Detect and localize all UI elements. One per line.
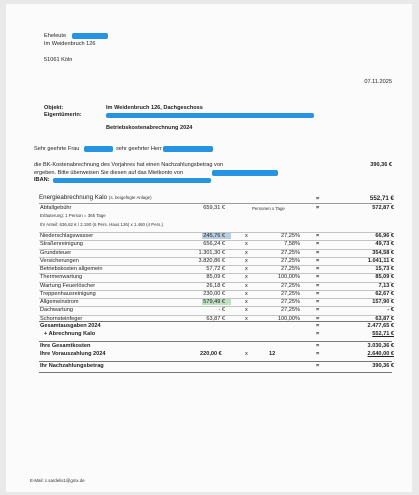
cost-multiply: x xyxy=(245,241,248,248)
cost-name: Straßenreinigung xyxy=(40,241,83,248)
plus-kalo-eq: = xyxy=(316,331,320,337)
row-divider xyxy=(39,321,392,322)
addressee-city: 51061 Köln xyxy=(44,57,73,63)
cost-share: 100,00% xyxy=(277,274,300,281)
redaction-mark xyxy=(72,33,108,39)
cost-name: Treppenhausreinigung xyxy=(40,290,96,297)
row-divider xyxy=(39,306,392,307)
cost-multiply: x xyxy=(245,233,248,239)
cost-share: 27,25% xyxy=(281,290,300,297)
total-value: 2.477,65 € xyxy=(367,323,394,329)
cost-share: 27,25% xyxy=(281,299,300,305)
cost-name: Betriebskosten allgemein xyxy=(40,266,103,272)
cost-name: Dachwartung xyxy=(40,307,73,314)
your-costs-label: Ihre Gesamtkosten xyxy=(40,343,91,349)
cost-eq: = xyxy=(316,266,320,272)
cost-multiply: x xyxy=(245,282,248,289)
row-divider xyxy=(39,203,392,204)
cost-result: 15,73 € xyxy=(375,266,394,272)
iban-label: IBAN: xyxy=(34,177,50,183)
cost-amount: 63,87 € xyxy=(206,315,225,322)
cost-eq: = xyxy=(316,241,320,248)
row-divider xyxy=(39,361,392,362)
prepayment-eq: = xyxy=(316,351,320,357)
waste-explanation-2: Ihr Anteil: 636,62 € / 2.190 (6 Pers. Haus 126) x 1.460 (4 Pers.) xyxy=(40,222,164,227)
cost-amount: 579,49 € xyxy=(203,299,225,305)
cost-share: 27,25% xyxy=(281,266,300,272)
energy-total: 552,71 € xyxy=(369,195,394,202)
owner-label: Eigentümerin: xyxy=(44,112,82,118)
redaction-mark xyxy=(53,178,211,183)
cost-name: Allgemeinstrom xyxy=(40,299,79,305)
waste-basis: Personen x Tage xyxy=(252,206,285,211)
redaction-mark xyxy=(106,113,314,118)
cost-share: 27,25% xyxy=(281,249,300,256)
cost-share: 27,25% xyxy=(281,282,300,289)
cost-result: 85,09 € xyxy=(375,274,394,281)
intro-line1: die BK-Kostenabrechnung des Vorjahres hat einen Nachzahlungsbetrag von xyxy=(34,162,224,168)
cost-amount: 85,09 € xyxy=(206,274,225,281)
cost-eq: = xyxy=(316,249,320,256)
cost-result: 7,13 € xyxy=(378,282,394,289)
cost-result: 66,96 € xyxy=(375,233,394,239)
object-value: Im Weidenbruch 126, Dachgeschoss xyxy=(106,105,203,111)
cost-result: 157,90 € xyxy=(372,299,394,305)
cost-result: 1.041,11 € xyxy=(367,257,394,264)
cost-amount: 245,76 € xyxy=(203,233,225,239)
cost-amount: 230,00 € xyxy=(203,290,225,297)
amount-due-value: 390,36 € xyxy=(372,363,394,369)
cost-amount: 656,24 € xyxy=(203,241,225,248)
cost-name: Thermenwartung xyxy=(40,274,83,281)
cost-result: 354,58 € xyxy=(372,249,394,256)
cost-name: Niederschlagswasser xyxy=(40,233,94,239)
salutation-part1: Sehr geehrte Frau xyxy=(34,146,80,152)
cost-multiply: x xyxy=(245,274,248,281)
total-eq: = xyxy=(316,323,320,329)
cost-amount: - € xyxy=(218,307,225,314)
waste-eq: = xyxy=(316,205,320,211)
prepayment-label: Ihre Vorauszahlung 2024 xyxy=(40,351,106,357)
cost-multiply: x xyxy=(245,290,248,297)
intro-amount: 390,36 € xyxy=(370,162,392,168)
salutation-part2: sehr geehrter Herr xyxy=(116,146,162,152)
energy-note: (s. beigefügte Anlage) xyxy=(108,195,152,200)
your-costs-eq: = xyxy=(316,343,320,349)
waste-explanation-1: Erläuterung: 1 Person = 365 Tage xyxy=(40,213,106,218)
your-costs-value: 3.030,36 € xyxy=(367,343,394,349)
cost-result: 49,73 € xyxy=(375,241,394,248)
cost-name: Versicherungen xyxy=(40,257,79,264)
amount-due-label: Ihr Nachzahlungsbetrag xyxy=(40,363,104,369)
cost-multiply: x xyxy=(245,299,248,305)
cost-amount: 57,72 € xyxy=(206,266,225,272)
row-divider xyxy=(39,341,392,342)
cost-multiply: x xyxy=(245,249,248,256)
cost-share: 27,25% xyxy=(281,233,300,239)
cost-eq: = xyxy=(316,274,320,281)
cost-eq: = xyxy=(316,290,320,297)
cost-share: 27,25% xyxy=(281,307,300,314)
cost-name: Wartung Feuerlöscher xyxy=(40,282,96,289)
cost-multiply: x xyxy=(245,315,248,322)
object-label: Objekt: xyxy=(44,105,64,111)
cost-multiply: x xyxy=(245,257,248,264)
cost-share: 27,25% xyxy=(281,257,300,264)
prepayment-x: x xyxy=(245,351,248,357)
cost-eq: = xyxy=(316,257,320,264)
cost-share: 7,58% xyxy=(284,241,300,248)
cost-eq: = xyxy=(316,282,320,289)
energy-row xyxy=(39,194,152,202)
prepayment-amount: 220,00 € xyxy=(200,351,222,357)
footer-email: E-Mail: c.sardelis1@gmx.de xyxy=(30,478,85,483)
energy-eq: = xyxy=(316,196,320,202)
cost-eq: = xyxy=(316,299,320,305)
addressee-street: Im Weidenbruch 126 xyxy=(44,41,96,47)
cost-eq: = xyxy=(316,307,320,314)
waste-amount: 659,31 € xyxy=(203,205,225,211)
cost-multiply: x xyxy=(245,307,248,314)
cost-result: 62,67 € xyxy=(375,290,394,297)
cost-amount: 1.301,30 € xyxy=(198,249,225,256)
cost-result: 63,87 € xyxy=(375,315,394,322)
cost-eq: = xyxy=(316,233,320,239)
cost-amount: 26,18 € xyxy=(206,282,225,289)
document-date: 07.11.2025 xyxy=(364,79,392,85)
cost-result: - € xyxy=(387,307,394,314)
redaction-mark xyxy=(212,170,278,176)
prepayment-months: 12 xyxy=(269,351,276,357)
cost-eq: = xyxy=(316,315,320,322)
redaction-mark xyxy=(163,146,213,152)
waste-label: Abfallgebühr xyxy=(40,205,72,211)
amount-due-eq: = xyxy=(316,363,320,369)
plus-kalo-value: 552,71 € xyxy=(372,331,394,337)
prepayment-value: 2.640,00 € xyxy=(367,351,394,357)
energy-label: Energieabrechnung Kalo xyxy=(39,194,108,201)
letter-subject: Betriebskostenabrechnung 2024 xyxy=(106,125,193,131)
document-page xyxy=(6,4,412,492)
cost-multiply: x xyxy=(245,266,248,272)
waste-result: 572,87 € xyxy=(372,205,394,211)
cost-name: Schornsteinfeger xyxy=(40,315,83,322)
addressee-line1: Eheleute xyxy=(44,33,67,39)
row-divider xyxy=(39,372,392,373)
redaction-mark xyxy=(84,146,113,152)
intro-line2: ergeben. Bitte überweisen Sie diesen auf das Mietkonto von xyxy=(34,170,183,176)
cost-name: Grundsteuer xyxy=(40,249,72,256)
plus-kalo-label: + Abrechnung Kalo xyxy=(44,331,96,337)
total-label: Gesamtausgaben 2024 xyxy=(40,323,101,329)
cost-amount: 3.820,86 € xyxy=(198,257,225,264)
cost-share: 100,00% xyxy=(277,315,300,322)
